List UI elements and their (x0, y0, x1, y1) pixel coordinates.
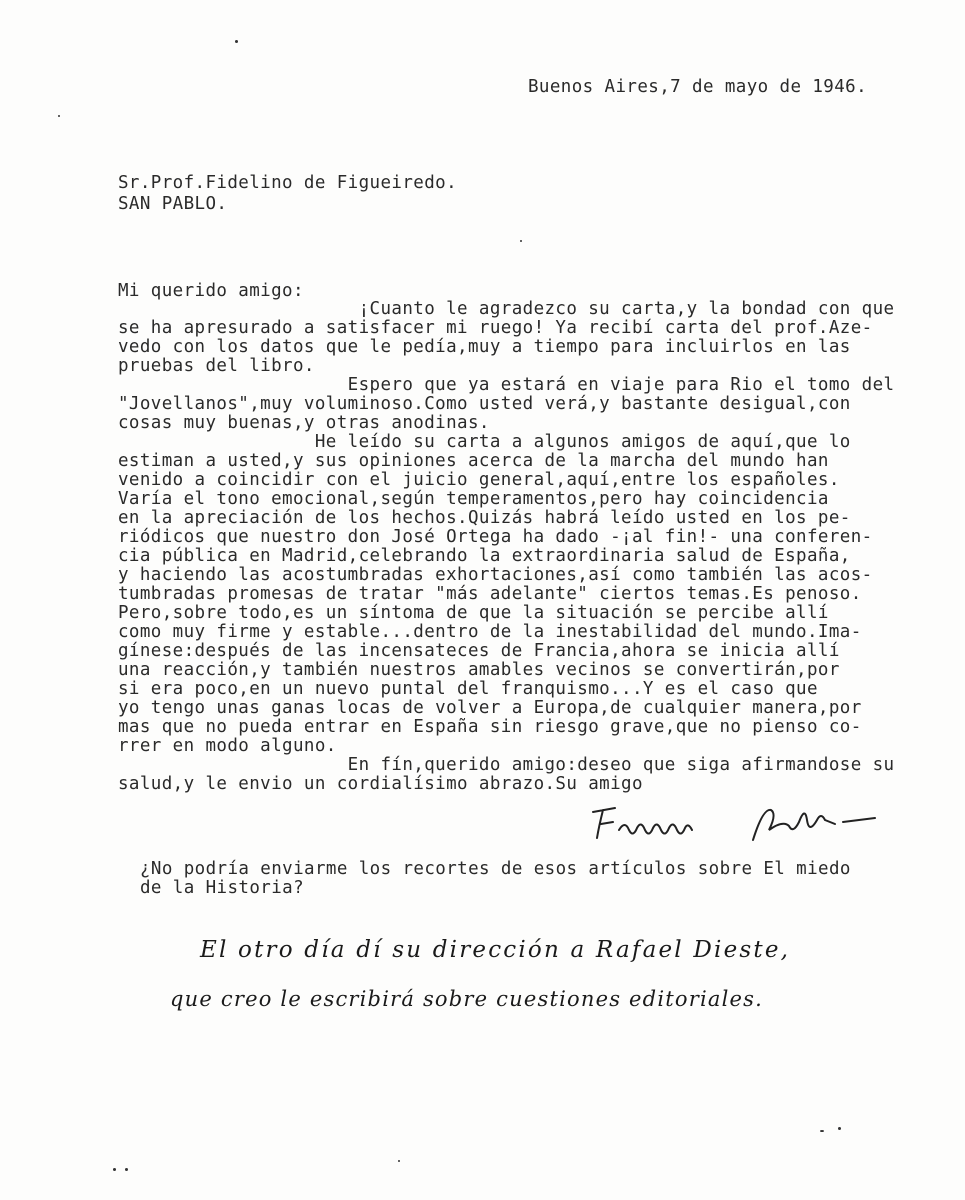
body-line: una reacción,y también nuestros amables vecinos se convertirán,por (118, 660, 840, 680)
postscript-line: de la Historia? (140, 878, 305, 898)
body-line: rrer en modo alguno. (118, 736, 337, 756)
body-line: venido a coincidir con el juicio general,aquí,entre los españoles. (118, 470, 840, 490)
body-line: si era poco,en un nuevo puntal del franquismo...Y es el caso que (118, 679, 818, 699)
body-line: tumbradas promesas de tratar "más adelante" ciertos temas.Es penoso. (118, 584, 862, 604)
body-line: pruebas del libro. (118, 356, 315, 376)
body-line: cosas muy buenas,y otras anodinas. (118, 413, 490, 433)
body-line: y haciendo las acostumbradas exhortaciones,así como también las acos- (118, 565, 873, 585)
salutation: Mi querido amigo: (118, 281, 304, 301)
closing-line: salud,y le envio un cordialísimo abrazo.Su amigo (118, 774, 643, 794)
body-line: como muy firme y estable...dentro de la inestabilidad del mundo.Ima- (118, 622, 862, 642)
body-line: estiman a usted,y sus opiniones acerca de la marcha del mundo han (118, 451, 829, 471)
body-line: vedo con los datos que le pedía,muy a tiempo para incluirlos en las (118, 337, 851, 357)
paper-speck (113, 1168, 116, 1171)
body-line: Pero,sobre todo,es un síntoma de que la situación se percibe allí (118, 603, 829, 623)
letter-date: Buenos Aires,7 de mayo de 1946. (528, 77, 868, 97)
handwritten-note-line: que creo le escribirá sobre cuestiones editoriales. (170, 987, 763, 1011)
paper-speck (398, 1160, 400, 1162)
body-line: yo tengo unas ganas locas de volver a Europa,de cualquier manera,por (118, 698, 862, 718)
body-line: riódicos que nuestro don José Ortega ha dado -¡al fin!- una conferen- (118, 527, 873, 547)
body-line: Varía el tono emocional,según temperamentos,pero hay coincidencia (118, 489, 829, 509)
paper-speck (820, 1130, 824, 1132)
recipient-city: SAN PABLO. (118, 194, 228, 214)
paper-speck (125, 1168, 128, 1171)
handwritten-signature (585, 800, 885, 850)
body-line: ¡Cuanto le agradezco su carta,y la bondad con que (118, 299, 895, 319)
recipient-name: Sr.Prof.Fidelino de Figueiredo. (118, 173, 458, 193)
body-line: mas que no pueda entrar en España sin riesgo grave,que no pienso co- (118, 717, 862, 737)
closing-line: En fín,querido amigo:deseo que siga afirmandose su (118, 755, 895, 775)
paper-speck (58, 115, 60, 117)
handwritten-note-line: El otro día dí su dirección a Rafael Dieste, (200, 937, 791, 963)
paper-speck (520, 240, 522, 242)
body-line: "Jovellanos",muy voluminoso.Como usted verá,y bastante desigual,con (118, 394, 851, 414)
paper-speck (235, 40, 238, 43)
body-line: He leído su carta a algunos amigos de aquí,que lo (118, 432, 851, 452)
postscript-line: ¿No podría enviarme los recortes de esos artículos sobre El miedo (140, 859, 851, 879)
body-line: se ha apresurado a satisfacer mi ruego! Ya recibí carta del prof.Aze- (118, 318, 873, 338)
body-line: cia pública en Madrid,celebrando la extraordinaria salud de España, (118, 546, 851, 566)
body-line: gínese:después de las incensateces de Francia,ahora se inicia allí (118, 641, 840, 661)
body-line: en la apreciación de los hechos.Quizás habrá leído usted en los pe- (118, 508, 851, 528)
body-line: Espero que ya estará en viaje para Rio el tomo del (118, 375, 895, 395)
letter-body (118, 300, 938, 760)
paper-speck (838, 1127, 841, 1130)
